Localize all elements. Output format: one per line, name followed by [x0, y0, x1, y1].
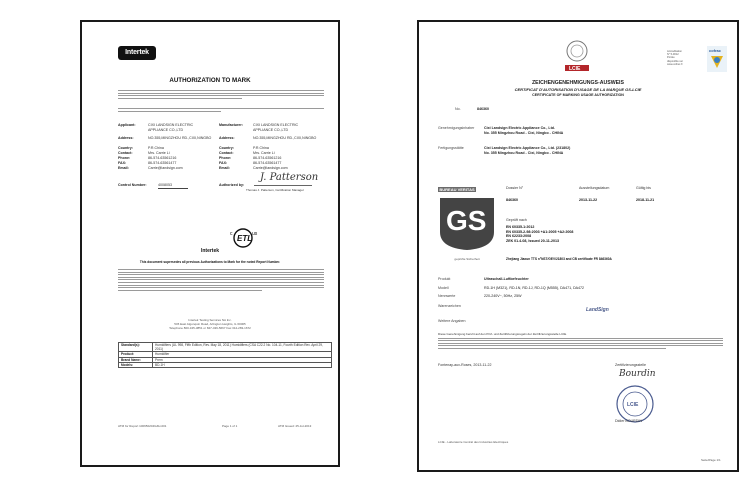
- svg-text:c: c: [230, 231, 233, 237]
- standards-table: [118, 342, 332, 368]
- table-row: Product: Humidifier: [119, 352, 332, 357]
- applicant-row: Applicant: CIXI LANDSIGN ELECTRIC APPLIANCE CO.,LTD: [118, 123, 194, 132]
- signer-name: Thomas J. Patterson, Certification Manager: [246, 188, 304, 192]
- certificate-number-row: No. 846360: [455, 107, 489, 111]
- footer-report: ATM for Report 100650204GZH-001: [118, 424, 167, 428]
- svg-text:us: us: [252, 231, 258, 237]
- terms-paragraph: [118, 269, 324, 292]
- further-info-row: Weitere Angaben: [438, 319, 466, 323]
- factory-row: Fertigungsstätte Cixi Landsign Electric Appliance Co., Ltd. (231802) No. 355 Mingzhou Road - Cixi, Ningbo - CHINA: [438, 146, 571, 155]
- footer-issued: ATM Issued: 25-Jul-2013: [278, 424, 312, 428]
- etl-listed-mark-icon: [230, 227, 256, 249]
- superseded-note: This document supersedes all previous Authorizations to Mark for the noted Report Number.: [139, 260, 281, 264]
- manufacturer-row: Manufacturer: CIXI LANDSIGN ELECTRIC APPLIANCE CO.,LTD: [219, 123, 299, 132]
- official-stamp-icon: [615, 384, 655, 424]
- gs-logo-icon: [438, 192, 496, 252]
- holder-row: Genehmigungsinhaber Cixi Landsign Electric Appliance Co., Ltd. No. 355 Mingzhou Road - Cixi, Ningbo - CHINA: [438, 126, 564, 135]
- address-row: Address: NO.355,MINGZHOU RD.,CIXI,NINGBO: [118, 136, 212, 140]
- trademark-row: Warenzeichen: [438, 304, 461, 308]
- title-german: ZEICHENGENEHMIGUNGS-AUSWEIS: [532, 80, 624, 86]
- manufacturer-phone-row: Phone: 86-574-63561216: [219, 156, 282, 160]
- valid-until-value: 2018-11-21: [636, 198, 655, 202]
- signature-line: [254, 185, 312, 186]
- svg-text:cofrac: cofrac: [709, 48, 722, 53]
- test-report-line: Zhejiang Jiaxun TTS n°NST/GEV/21803 and CB certificate FR 846360A: [506, 257, 612, 261]
- product-row: Produkt Ultraschall-Luftbefeuchter: [438, 277, 529, 281]
- control-number-row: Control Number: 4008053: [118, 183, 188, 189]
- manufacturer-email-row: Email: Carrie@landsign.com: [219, 166, 288, 170]
- issue-date-label: Ausstellungsdatum: [579, 186, 610, 190]
- cofrac-logo-icon: [707, 46, 727, 72]
- email-row: Email: Carrie@landsign.com: [118, 166, 183, 170]
- dossier-label: Dossier N°: [506, 186, 524, 190]
- manufacturer-contact-row: Contact: Mrs. Carrie Li: [219, 151, 275, 155]
- intro-paragraph-2: [118, 108, 324, 113]
- standards-list: EN 60335-1:2012 EN 60335-2-98:2003 +A1:2005 +A2:2008 EN 62233:2008 ZEK 01.4-08, Issued 20-11-2013: [506, 225, 574, 243]
- mark-caption: Intertek: [200, 248, 220, 254]
- svg-text:GS: GS: [446, 205, 487, 236]
- gs-caption: geprüfte Sicherheit: [454, 257, 480, 261]
- ratings-row: Nennwerte 220-240V~, 50Hz, 25W: [438, 294, 522, 298]
- tested-according-label: Geprüft nach: [506, 218, 527, 222]
- page-number: Seite/Page 1/1: [701, 458, 721, 462]
- certification-body-label: Zertifizierungsstelle: [615, 363, 646, 367]
- svg-text:ETL: ETL: [237, 234, 253, 243]
- model-row: Modell RD-1H (M321), RD-1N, RD-1J, RD-1Q (M555), DA471, DA472: [438, 286, 585, 290]
- issue-date-value: 2013-11-22: [579, 198, 598, 202]
- table-row: Brand Name: Prem: [119, 357, 332, 362]
- signature: Bourdin: [619, 369, 656, 379]
- country-row: Country: P.R.China: [118, 146, 164, 150]
- manufacturer-address-row: Address: NO.355,MINGZHOU RD.,CIXI,NINGBO: [219, 136, 317, 140]
- dossier-value: 846360: [506, 198, 518, 202]
- intro-paragraph: [118, 90, 324, 100]
- fax-row: FAX: 86-574-63561477: [118, 161, 177, 165]
- intertek-logo: Intertek: [118, 46, 156, 60]
- signer-name: Didier BOURDIN: [615, 419, 642, 423]
- svg-text:LCIE: LCIE: [627, 402, 639, 408]
- contact-row: Contact: Mrs. Carrie Li: [118, 151, 170, 155]
- manufacturer-fax-row: FAX: 86-574-63561477: [219, 161, 282, 165]
- svg-text:LCIE: LCIE: [569, 66, 581, 72]
- title-english: CERTIFICATE OF MARKING USAGE AUTHORIZATION: [532, 93, 624, 97]
- footer-lab: LCIE - Laboratoire Central des Industries Electriques: [438, 440, 509, 444]
- manufacturer-country-row: Country: P.R.China: [219, 146, 269, 150]
- legal-paragraph: Diese Genehmigung beruht auf den Prüf- und Zertifizierungsregeln der Zertifizierungsstelle LCIE.: [438, 332, 567, 336]
- place-and-date: Fontenay-aux-Roses, 2013-11-22: [438, 363, 492, 367]
- phone-row: Phone: 86-574-63561216: [118, 156, 177, 160]
- document-title: AUTHORIZATION TO MARK: [169, 77, 251, 84]
- valid-until-label: Gültig bis: [636, 186, 651, 190]
- table-row: Models: BD-1H: [119, 362, 332, 367]
- table-row: Standard(s): Humidifiers (UL 998, Fifth Edition, Rev. May 18, 2011) Humidifiers (CSA C22.2 No. 104-11, Fourth Edition Rev. April 29, 2011): [119, 343, 332, 352]
- authorized-by-row: Authorized by:: [219, 183, 245, 187]
- lcie-logo-icon: [563, 39, 591, 73]
- accreditation-note: Accreditation N° 5-0012 Portée disponible sur www.cofrac.fr: [667, 50, 684, 66]
- bureau-veritas-label: BUREAU VERITAS: [439, 187, 475, 192]
- signature: J. Patterson: [260, 172, 319, 183]
- landsign-trademark-logo: LandSign: [586, 307, 609, 313]
- gs-mark: [438, 187, 496, 272]
- gs-lcie-certificate-document: [417, 20, 739, 472]
- intertek-authorization-document: [80, 20, 340, 467]
- footer-page: Page 1 of 1: [222, 424, 238, 428]
- title-french: CERTIFICAT D'AUTORISATION D'USAGE DE LA MARQUE GS-LCIE: [514, 87, 642, 92]
- issuer-address: Intertek Testing Services NA Inc. 545 East Algonquin Road, Arlington Heights, IL 60005 Telephone 800-345-3851 or 847-439-5667 Fax 312-283-1672: [169, 318, 251, 330]
